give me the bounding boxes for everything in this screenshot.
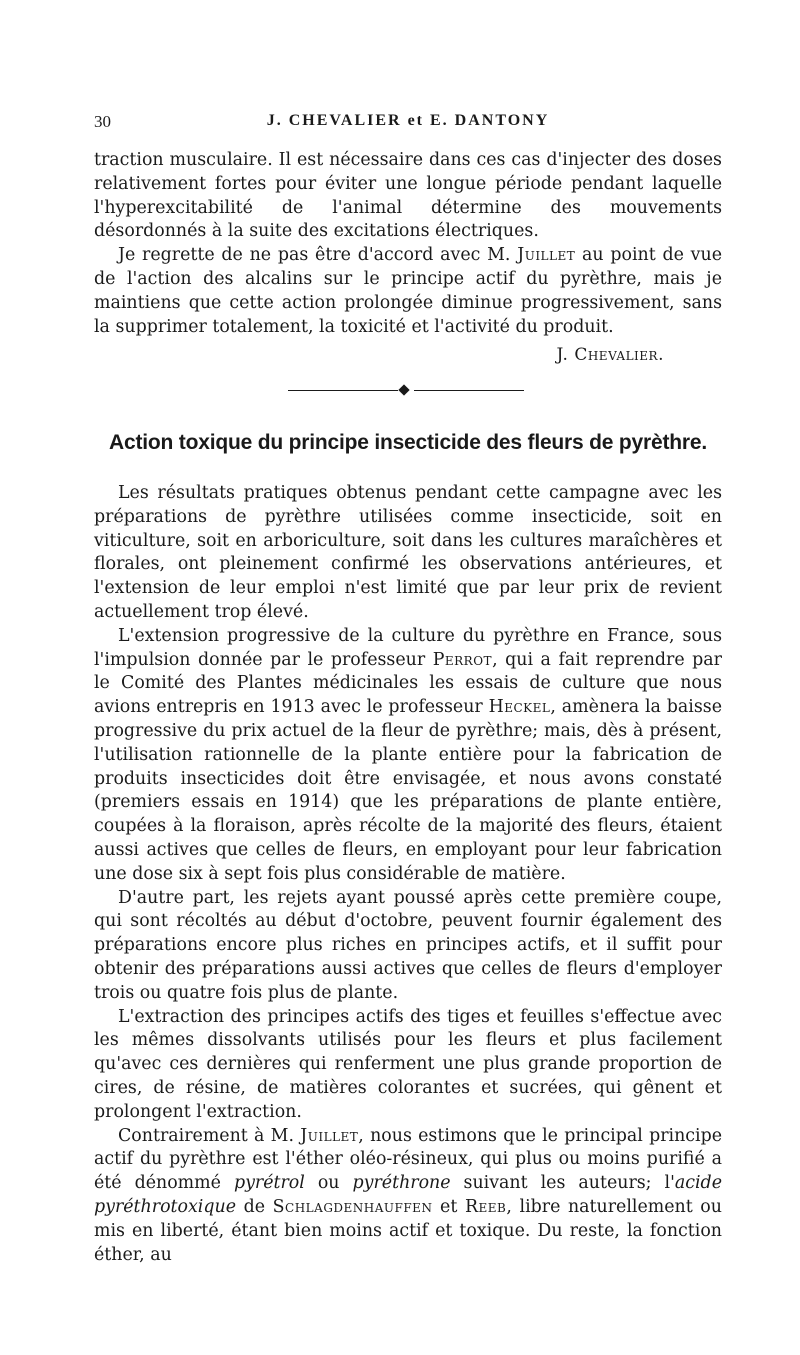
reply-p2-text-a: Je regrette de ne pas être d'accord avec M.: [118, 245, 518, 266]
article-paragraph-4: L'extraction des principes actifs des tiges et feuilles s'effectue avec les mêmes dissolvants utilisés pour les fleurs et plus facilement qu'avec ces dernières qui renferment une plus grande proportion de cires, de résine, de matières colorantes et sucrées, qui gênent et prolongent l'extraction.: [94, 1006, 722, 1122]
reply-paragraph-1: traction musculaire. Il est nécessaire dans ces cas d'injecter des doses relativement fortes pour éviter une longue période pendant laquelle l'hyperexcitabilité de l'animal détermine des mouvements désordonnés à la suite des excitations électriques.: [94, 150, 722, 242]
term-pyretrol: pyrétrol: [233, 1173, 305, 1194]
separator-line-left: [288, 390, 398, 391]
page-header: [94, 112, 722, 136]
p2-text-b: , qui a fait reprendre par le Comité des Plantes médicinales les essais de culture que nous avions entrepris en 1913 avec le professeur: [94, 649, 722, 718]
p5-text-c: ou: [304, 1173, 353, 1194]
section-separator: [288, 385, 524, 397]
running-head: J. CHEVALIER et E. DANTONY: [266, 112, 550, 129]
article-paragraph-5: [94, 1125, 722, 1268]
author-name-perrot: Perrot: [432, 649, 493, 670]
author-name-heckel: Heckel: [488, 697, 551, 718]
p5-text-b: , nous estimons que le principal principe actif du pyrèthre est l'éther oléo-résineux, qui plus ou moins purifié a été dénommé: [94, 1125, 722, 1194]
article-paragraph-3: D'autre part, les rejets ayant poussé après cette première coupe, qui sont récoltés au début d'octobre, peuvent fournir également des préparations encore plus riches en principes actifs, et il suffit pour obtenir des préparations aussi actives que celles de fleurs d'employer trois ou quatre fois plus de plante.: [94, 887, 722, 1003]
author-name-juillet: Juillet: [517, 245, 576, 266]
author-name-juillet-2: Juillet: [300, 1125, 359, 1146]
p5-text-a: Contrairement à M.: [118, 1125, 301, 1146]
p2-text-c: , amènera la baisse progressive du prix actuel de la fleur de pyrèthre; mais, dès à présent, l'utilisation rationnelle de la plante entière pour la fabrication de produits insecticides doit être envisagée, et nous avons constaté (premiers essais en 1914) que les préparations de plante entière, coupées à la floraison, après récolte de la majorité des fleurs, étaient aussi actives que celles de fleurs, en employant pour leur fabrication une dose six à sept fois plus considérable de matière.: [94, 697, 722, 884]
reply-p2-text-b: au point de vue de l'action des alcalins sur le principe actif du pyrèthre, mais je maintiens que cette action prolongée diminue progressivement, sans la supprimer totalement, la toxicité et l'activité du produit.: [94, 245, 722, 337]
article-paragraph-2: [94, 625, 722, 887]
article-body: [94, 482, 722, 1267]
page-number: 30: [94, 112, 111, 131]
reply-text: [94, 149, 722, 339]
p5-text-g: , libre naturellement ou mis en liberté, étant bien moins actif et toxique. Du reste, la fonction éther, au: [94, 1196, 722, 1265]
author-name-schlagdenhauffen: Schlagdenhauffen: [272, 1196, 433, 1217]
article-paragraph-1: Les résultats pratiques obtenus pendant cette campagne avec les préparations de pyrèthre utilisées comme insecticide, soit en viticulture, soit en arboriculture, soit dans les cultures maraîchères et florales, ont pleinement confirmé les observations antérieures, et l'extension de leur emploi n'est limité que par leur prix de revient actuellement trop élevé.: [94, 483, 722, 622]
separator-diamond-icon: [398, 384, 409, 395]
separator-line-right: [414, 390, 524, 391]
p5-text-d: suivant les auteurs; l': [450, 1173, 675, 1194]
p5-text-e: de: [236, 1196, 273, 1217]
term-pyrethrone: pyréthrone: [352, 1173, 451, 1194]
p2-text-a: L'extension progressive de la culture du pyrèthre en France, sous l'impulsion donnée par le professeur: [94, 625, 722, 670]
term-acide-pyrethrotoxique: acide pyréthrotoxique: [94, 1173, 722, 1217]
author-name-reeb: Reeb: [464, 1196, 507, 1217]
p5-text-f: et: [432, 1196, 465, 1217]
article-title: Action toxique du principe insecticide des fleurs de pyrèthre.: [109, 431, 707, 454]
signature: J. Chevalier.: [556, 345, 664, 365]
reply-paragraph-2: [94, 244, 722, 339]
